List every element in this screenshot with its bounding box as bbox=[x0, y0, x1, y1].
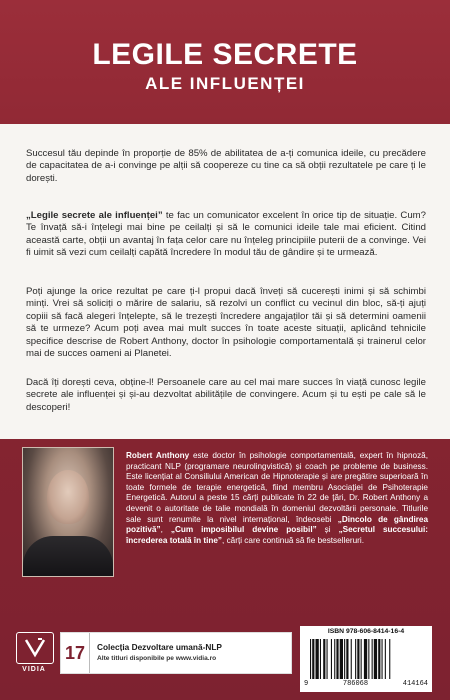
cover-header bbox=[0, 0, 450, 124]
book-subtitle: ALE INFLUENȚEI bbox=[145, 74, 305, 93]
author-bio-separator-1: , bbox=[160, 525, 171, 535]
barcode-bar bbox=[327, 639, 328, 679]
barcode-bar bbox=[372, 639, 373, 679]
barcode-bar bbox=[310, 639, 311, 679]
collection-title: Colecția Dezvoltare umană-NLP bbox=[97, 642, 222, 652]
description-panel bbox=[0, 124, 450, 439]
barcode-bar bbox=[374, 639, 377, 679]
barcode-bar bbox=[344, 639, 345, 679]
author-name: Robert Anthony bbox=[126, 451, 190, 460]
author-book-2: „Cum imposibilul devine posibil” bbox=[170, 525, 317, 535]
barcode-bar bbox=[368, 639, 369, 679]
author-section bbox=[0, 439, 450, 619]
author-photo-shirt bbox=[23, 536, 113, 576]
author-bio-separator-2: și bbox=[316, 525, 339, 535]
author-book-3: „Secretul succesului: încrederea totală în tine” bbox=[126, 525, 428, 545]
publisher-logo-icon bbox=[24, 636, 46, 658]
barcode-bar bbox=[346, 639, 348, 679]
barcode-bar bbox=[334, 639, 335, 679]
book-title: LEGILE SECRETE bbox=[92, 38, 358, 71]
author-bio-ending: , cărți care continuă să fie bestselleruri. bbox=[222, 535, 364, 545]
barcode-bar bbox=[385, 639, 386, 679]
barcode-bar bbox=[355, 639, 356, 679]
publisher-logo bbox=[16, 632, 54, 664]
barcode-digit-group-1: 9 bbox=[304, 680, 309, 688]
author-book-1: „Dincolo de gândirea pozitivă” bbox=[126, 514, 429, 535]
description-paragraph-4: Dacă îți dorești ceva, obține-l! Persoanele care au cel mai mare succes în viață cunosc legile secrete ale influenței și și-au dezvoltat abilitățile de convingere. Acum și tu ești pe cale să le descoperi! bbox=[26, 377, 426, 413]
barcode-digit-group-3: 414164 bbox=[402, 680, 428, 688]
barcode-bar bbox=[331, 639, 332, 679]
barcode-bar bbox=[320, 639, 321, 679]
isbn-label: ISBN 978-606-8414-16-4 bbox=[327, 628, 405, 635]
publisher-name: VIDIA bbox=[22, 666, 46, 673]
description-paragraph-2-text: te fac un comunicator excelent în orice tip de situație. Cum? Te învață să-i înțelegi mai bine pe ceilalți și să le comunici ideile tale mai eficient. Citind această carte, obții un avantaj în fața celor care nu înțeleg principiile puterii de a convinge. Vei fi uimit să vezi cum ceilalți capătă încredere în modul tău de gândire și te urmează. bbox=[26, 210, 426, 259]
barcode-bar bbox=[378, 639, 380, 679]
barcode-digits bbox=[304, 680, 428, 688]
barcode-digit-group-2: 786068 bbox=[342, 680, 369, 688]
cover-footer bbox=[0, 620, 450, 700]
barcode bbox=[310, 639, 422, 679]
author-photo bbox=[22, 447, 114, 577]
book-title-quote: „Legile secrete ale influenței” bbox=[26, 210, 163, 221]
author-photo-face bbox=[47, 470, 89, 524]
barcode-bar bbox=[357, 639, 359, 679]
collection-number: 17 bbox=[61, 633, 90, 673]
barcode-bar bbox=[340, 639, 343, 679]
barcode-bar bbox=[351, 639, 352, 679]
barcode-bar bbox=[389, 639, 390, 679]
collection-website: Alte titluri disponibile pe www.vidia.ro bbox=[97, 655, 217, 662]
description-paragraph-3: Poți ajunge la orice rezultat pe care ți-l propui dacă înveți să cucerești inimi și să schimbi minți. Vrei să soliciți o mărire de salariu, să rezolvi un conflict cu vecinul din bloc, să-ți ajuți copiii să facă alegeri înțelepte, să le trezești încredere angajaților tăi și să determini oamenii să te urmeze? Acum poți avea mai mult succes în toate aceste situații, aplicând tehnicile specifice descrise de Robert Anthony, doctor în psihologie comportamentală și trainerul celor mai de succes oameni ai Planetei. bbox=[26, 286, 426, 360]
isbn-box bbox=[300, 626, 432, 692]
barcode-bar bbox=[382, 639, 383, 679]
author-bio bbox=[126, 451, 428, 546]
collection-box bbox=[60, 632, 292, 674]
barcode-bar bbox=[364, 639, 367, 679]
description-paragraph-2 bbox=[26, 210, 426, 260]
description-paragraph-1: Succesul tău depinde în proporție de 85% de abilitatea de a-ți comunica ideile, cu precădere de capacitatea de a-i convinge pe alții să coopereze cu tine ca să obții rezultatele pe care ți le dorești. bbox=[26, 148, 426, 184]
barcode-bar bbox=[361, 639, 362, 679]
author-bio-text: este doctor în psihologie comportamentală, expert în hipnoză, practicant NLP (programare neurolingvistică) și coach pe probleme de business. Este licențiat al Consiliului American de Hipnoterapie și are pregătire superioară în toate formele de terapie energetică, fiind membru Asociației de Psihoterapie Energetică. Autorul a peste 15 cărți publicate în 22 de țări, Dr. Robert Anthony a devenit o autoritate de talie mondială în domeniul dezvoltării personale. Titlurile sale sunt renumite la nivel internațional, îndeosebi bbox=[126, 451, 428, 524]
barcode-bar bbox=[323, 639, 325, 679]
barcode-bar bbox=[316, 639, 319, 679]
barcode-bar bbox=[312, 639, 314, 679]
barcode-bar bbox=[336, 639, 338, 679]
